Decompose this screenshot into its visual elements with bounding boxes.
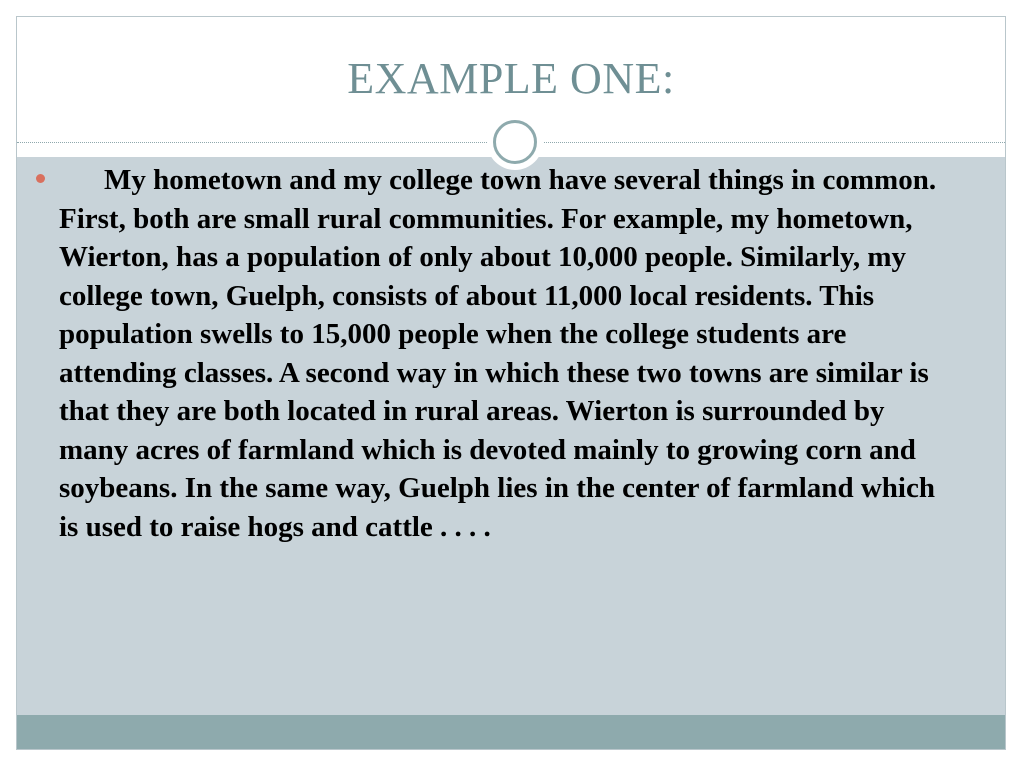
bullet-item [36, 161, 956, 546]
ornament-ring [493, 120, 537, 164]
footer-band [17, 715, 1005, 750]
slide-title: EXAMPLE ONE: [347, 54, 675, 103]
body-paragraph: My hometown and my college town have several things in common. First, both are small rural communities. For example, my hometown, Wierton, has a population of only about 10,000 people. Similarly, my college town, Guelph, consists of about 11,000 local residents. This population swells to 15,000 people when the college students are attending classes. A second way in which these two towns are similar is that they are both located in rural areas. Wierton is surrounded by many acres of farmland which is devoted mainly to growing corn and soybeans. In the same way, Guelph lies in the center of farmland which is used to raise hogs and cattle . . . . [59, 164, 937, 543]
bullet-dot-icon [36, 174, 45, 183]
